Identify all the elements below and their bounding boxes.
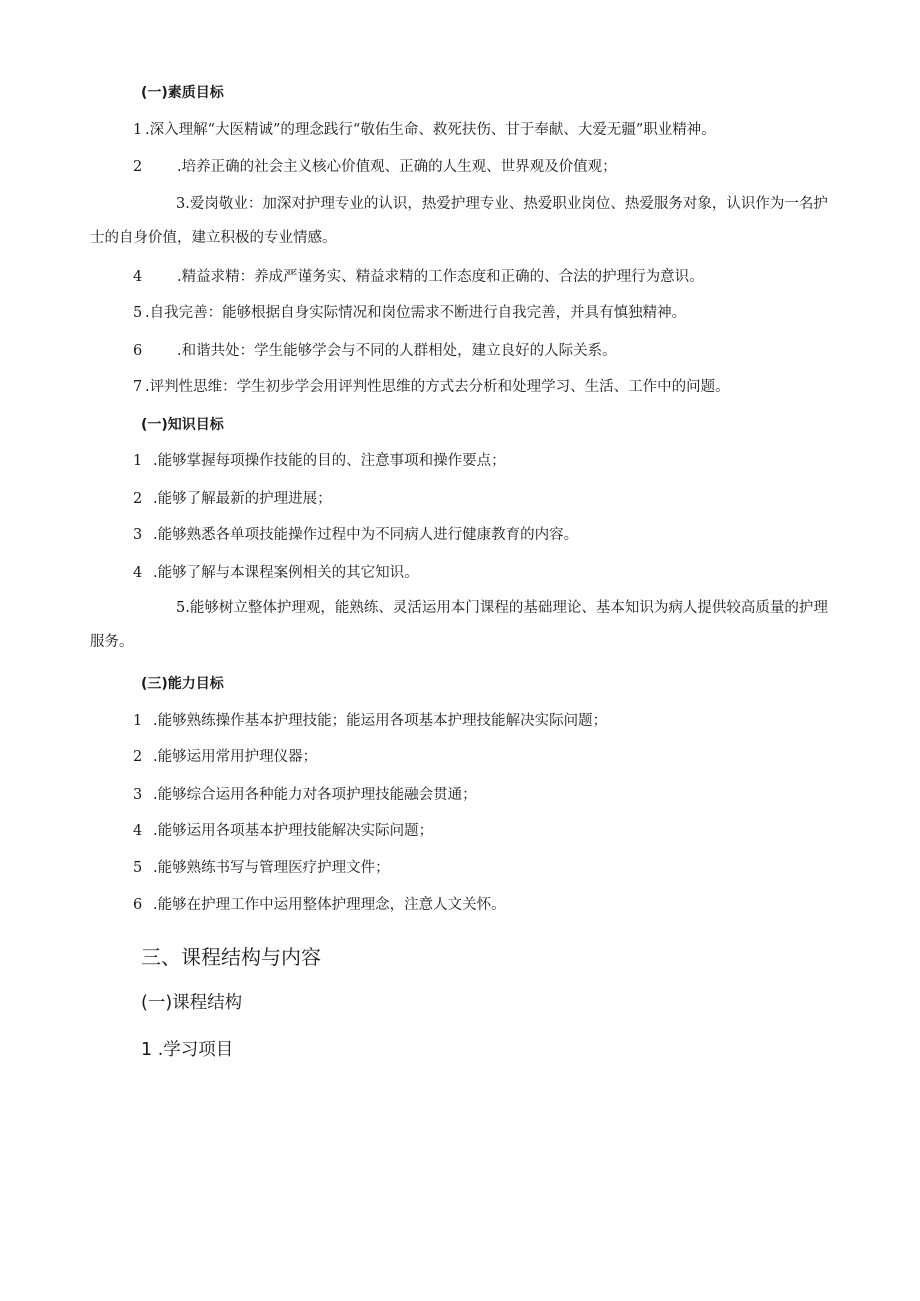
- learning-projects-heading: 1 .学习项目: [141, 1040, 234, 1060]
- quality-item-4: 4 .精益求精：养成严谨务实、精益求精的工作态度和正确的、合法的护理行为意识。: [133, 269, 704, 285]
- course-structure-heading: (一)课程结构: [141, 993, 243, 1013]
- quality-item-6: 6 .和谐共处：学生能够学会与不同的人群相处，建立良好的人际关系。: [133, 343, 617, 359]
- ability-item-5: 5 .能够熟练书写与管理医疗护理文件；: [133, 860, 390, 876]
- ability-item-3: 3 .能够综合运用各种能力对各项护理技能融会贯通；: [133, 787, 477, 803]
- knowledge-item-2: 2 .能够了解最新的护理进展；: [133, 491, 332, 507]
- quality-item-2: 2 .培养正确的社会主义核心价值观、正确的人生观、世界观及价值观；: [133, 159, 617, 175]
- quality-item-1: 1 .深入理解“大医精诚”的理念践行“敬佑生命、救死扶伤、甘于奉献、大爱无疆”职业精神。: [133, 122, 716, 138]
- quality-goals-heading: (一)素质目标: [141, 85, 224, 101]
- ability-item-6: 6 .能够在护理工作中运用整体护理理念，注意人文关怀。: [133, 897, 506, 913]
- quality-item-5: 5 .自我完善：能够根据自身实际情况和岗位需求不断进行自我完善，并具有慎独精神。: [133, 305, 687, 321]
- ability-item-4: 4 .能够运用各项基本护理技能解决实际问题；: [133, 823, 434, 839]
- ability-item-2: 2 .能够运用常用护理仪器；: [133, 749, 318, 765]
- knowledge-item-1: 1 .能够掌握每项操作技能的目的、注意事项和操作要点；: [133, 453, 506, 469]
- ability-goals-heading: (三)能力目标: [141, 676, 224, 692]
- knowledge-item-5: 5.能够树立整体护理观，能熟练、灵活运用本门课程的基础理论、基本知识为病人提供较高质量的护理服务。: [90, 600, 828, 650]
- knowledge-item-4: 4 .能够了解与本课程案例相关的其它知识。: [133, 565, 419, 581]
- knowledge-goals-heading: (一)知识目标: [141, 417, 224, 433]
- ability-item-1: 1 .能够熟练操作基本护理技能；能运用各项基本护理技能解决实际问题；: [133, 713, 608, 729]
- knowledge-item-3: 3 .能够熟悉各单项技能操作过程中为不同病人进行健康教育的内容。: [133, 527, 579, 543]
- chapter-title: 三、课程结构与内容: [141, 945, 321, 969]
- quality-item-3: 3.爱岗敬业：加深对护理专业的认识，热爱护理专业、热爱职业岗位、热爱服务对象，认识作为一名护士的自身价值，建立积极的专业情感。: [90, 196, 828, 246]
- quality-item-7: 7 .评判性思维：学生初步学会用评判性思维的方式去分析和处理学习、生活、工作中的问题。: [133, 379, 730, 395]
